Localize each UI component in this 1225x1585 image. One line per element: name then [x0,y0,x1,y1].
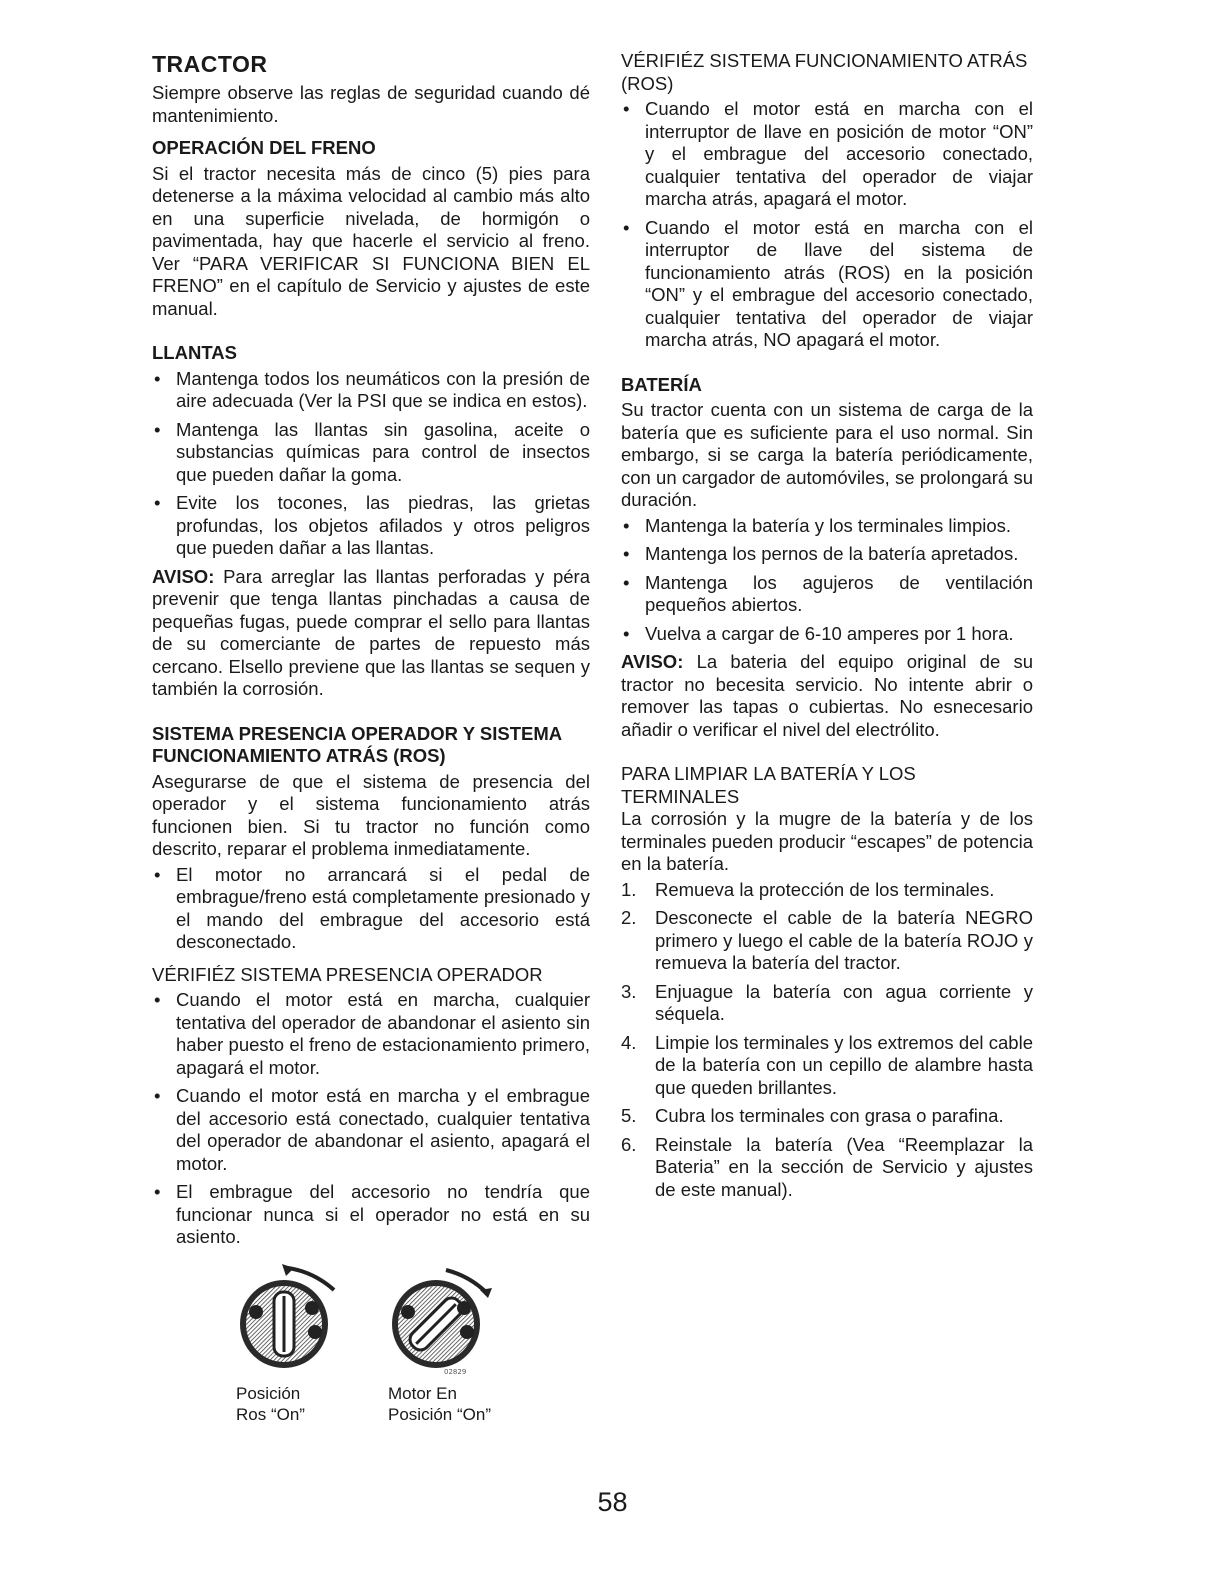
figure-code: 02829 [444,1368,467,1376]
freno-text: Si el tractor necesita más de cinco (5) pies para detenerse a la máxima velocidad al cambio más alto en una superficie nivelada, de hormigón o pavimentada, hay que hacerle el servicio al freno. Ver “PARA VERIFICAR SI FUNCIONA BIEN EL FRENO” en el capítulo de Servicio y ajustes de este manual. [152,162,590,319]
list-item: • Cuando el motor está en marcha, cualquier tentativa del operador de abandonar el asiento sin haber puesto el freno de estacionamiento primero, apagará el motor. [154,989,590,1078]
list-item: • El motor no arrancará si el pedal de embrague/freno está completamente presionado y el mando del embrague del accesorio está desconectado. [154,863,590,952]
list-item: 4. Limpie los terminales y los extremos del cable de la batería con un cepillo de alambre hasta que queden brillantes. [621,1031,1033,1098]
list-item: • Cuando el motor está en marcha y el embrague del accesorio está conectado, cualquier tentativa del operador de abandonar el asiento, apagará el motor. [154,1085,590,1174]
sistema-text: Asegurarse de que el sistema de presencia del operador y el sistema funcionamiento atrás funcionen bien. Si tu tractor no función como descrito, reparar el problema inmediatamente. [152,770,590,859]
bullet-icon: • [623,98,630,119]
step-number: 6. [621,1133,637,1155]
bullet-icon: • [154,492,161,513]
limpiar-heading: PARA LIMPIAR LA BATERÍA Y LOS TERMINALES [621,763,916,807]
step-number: 4. [621,1031,637,1053]
list-item: 1. Remueva la protección de los terminales. [621,878,995,900]
aviso-label: AVISO: [621,651,684,672]
bateria-aviso [621,651,1033,741]
bullet-icon: • [623,543,630,564]
ignition-switch-motor-on-icon [388,1262,498,1377]
verifiez-ros-list [621,98,1033,352]
figure-ros-on [236,1262,346,1425]
step-number: 5. [621,1105,637,1126]
bullet-icon: • [623,571,630,593]
list-item: 6. Reinstale la batería (Vea “Reemplazar la Bateria” en la sección de Servicio y ajustes de este manual). [621,1133,1033,1200]
llantas-list [152,368,590,560]
figure-caption-line: Motor En [388,1384,457,1403]
list-item: 2. Desconecte el cable de la batería NEGRO primero y luego el cable de la batería ROJO y remueva la batería del tractor. [621,907,1033,973]
bullet-icon: • [623,514,630,536]
ignition-switch-ros-on-icon [236,1262,346,1377]
figure-caption-line: Posición “On” [388,1405,491,1424]
step-number: 1. [621,878,637,900]
list-item: 5. Cubra los terminales con grasa o parafina. [621,1105,1004,1126]
verifiez-ros-heading: VÉRIFIÉZ SISTEMA FUNCIONAMIENTO ATRÁS (ROS) [621,50,1028,94]
figure-caption-line: Posición [236,1384,301,1403]
bateria-text: Su tractor cuenta con un sistema de carga de la batería que es suficiente para el uso normal. Sin embargo, si se carga la batería periódicamente, con un cargador de automóviles, se prolongará su duración. [621,399,1033,510]
ignition-figures [236,1262,536,1442]
bullet-icon: • [623,622,630,644]
sistema-heading: SISTEMA PRESENCIA OPERADOR Y SISTEMA FUNCIONAMIENTO ATRÁS (ROS) [152,722,562,766]
section-title: TRACTOR [152,51,268,77]
freno-heading: OPERACIÓN DEL FRENO [152,137,376,158]
llantas-aviso [152,566,590,701]
aviso-text: Para arreglar las llantas perforadas y péra prevenir que tenga llantas pinchadas a causa de pequeñas fugas, puede comprar el sello para llantas de su comerciante de partes de repuesto más cercano. Elsello previene que las llantas se sequen y también la corrosión. [152,565,590,699]
bullet-icon: • [154,989,161,1010]
page-number: 58 [597,1487,628,1517]
list-item: • Mantenga todos los neumáticos con la presión de aire adecuada (Ver la PSI que se indica en estos). [154,367,590,411]
bullet-icon: • [154,863,161,885]
figure-motor-on [388,1262,498,1425]
bullet-icon: • [154,367,161,389]
list-item: 3. Enjuague la batería con agua corriente y séquela. [621,980,1033,1024]
verifiez-operador-list [152,989,590,1249]
bullet-icon: • [154,1181,161,1202]
sistema-list [152,864,590,954]
list-item: • Mantenga las llantas sin gasolina, aceite o substancias químicas para control de insectos que pueden dañar la goma. [154,418,590,485]
list-item: • Mantenga los agujeros de ventilación pequeños abiertos. [623,571,1033,615]
list-item: • Cuando el motor está en marcha con el interruptor de llave del sistema de funcionamiento atrás (ROS) en la posición “ON” y el embrague del accesorio conectado, cualquier tentativa del operador de viajar marcha atrás, NO apagará el motor. [623,216,1033,350]
limpiar-text: La corrosión y la mugre de la batería y de los terminales pueden producir “escapes” de potencia en la batería. [621,808,1033,874]
figure-caption-line: Ros “On” [236,1405,305,1424]
bullet-icon: • [623,216,630,238]
llantas-heading: LLANTAS [152,342,237,363]
intro-text: Siempre observe las reglas de seguridad cuando dé mantenimiento. [152,82,590,126]
bateria-list [621,515,1033,646]
verifiez-operador-heading: VÉRIFIÉZ SISTEMA PRESENCIA OPERADOR [152,963,543,985]
bullet-icon: • [154,418,161,440]
aviso-label: AVISO: [152,565,215,587]
bullet-icon: • [154,1085,161,1106]
bateria-heading: BATERÍA [621,373,702,395]
right-column [621,50,1033,1207]
list-item: • Cuando el motor está en marcha con el interruptor de llave en posición de motor “ON” y el embrague del accesorio conectado, cualquier tentativa del operador de viajar marcha atrás, apagará el motor. [623,98,1033,209]
step-number: 2. [621,907,637,928]
list-item: • Mantenga los pernos de la batería apretados. [623,543,1019,564]
list-item: • Evite los tocones, las piedras, las grietas profundas, los objetos afilados y otros peligros que pueden dañar a las llantas. [154,492,590,558]
list-item: • Mantenga la batería y los terminales limpios. [623,514,1012,536]
limpiar-steps [621,879,1033,1202]
aviso-text: La bateria del equipo original de su tractor no becesita servicio. No intente abrir o remover las tapas o cubiertas. No esnecesario añadir o verificar el nivel del electrólito. [621,651,1033,740]
step-number: 3. [621,980,637,1002]
left-column [152,50,590,1255]
list-item: • El embrague del accesorio no tendría que funcionar nunca si el operador no está en su asiento. [154,1181,590,1247]
list-item: • Vuelva a cargar de 6-10 amperes por 1 hora. [623,622,1014,644]
